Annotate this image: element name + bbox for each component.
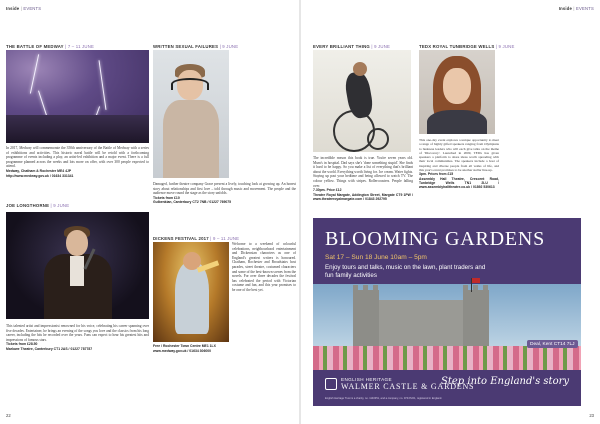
article-body-text: Welcome to a weekend of colourful celebrations, neighbourhood entertainment and Dickensian characters as one of England's greatest writers is honoured. Chatham, Rochester and Broadstairs host parades, street theatre, costumed characters and some of the best-known scenes from the novels. For over three decades the festival has celebrated the period with Victorian costume and fun, and this year promises to be one of the best yet. <box>232 242 296 292</box>
article-venue: 7.30pm. Price £12 <box>313 188 342 193</box>
runhead-label: EVENTS <box>576 6 594 11</box>
article-contact: Marlowe Theatre, Canterbury CT1 2AS / 01227 787787 <box>6 346 93 351</box>
article-heading-written-sexual-failures: WRITTEN SEXUAL FAILURES | 9 JUNE <box>153 44 239 49</box>
article-body-text: In 2017, Medway will commemorate the 350th anniversary of the Battle of Medway with a series of exhibitions and activities. This historic naval battle will be retold with a forthcoming programme of events including a play, an artist-led exhibition and a major event. There is a full programme planned across the weeks and lots more on offer, with over 300 people expected to attend. <box>6 146 149 169</box>
article-contact: Theatre Royal Margate, Addington Street, Margate CT9 1PW / www.theatreroyalmargate.com / 01843 292795 <box>313 192 413 202</box>
article-contact: Gulbenkian, Canterbury CT2 7NB / 01227 769075 <box>153 200 232 205</box>
article-body-tedx <box>419 138 499 206</box>
runhead-label: EVENTS <box>23 6 42 11</box>
page-number-right: 23 <box>589 413 594 418</box>
page-number-left: 22 <box>6 413 11 418</box>
article-heading-battle-of-medway: THE BATTLE OF MEDWAY | 7 – 11 JUNE <box>6 44 95 49</box>
article-body-dickens-festival <box>232 242 296 342</box>
article-contact: www.medway.gov.uk / 01634 306000 <box>153 348 211 353</box>
lightning-storm-photo <box>6 50 149 143</box>
article-body-joe-longthorne <box>6 324 149 370</box>
woman-portrait-photo <box>419 50 495 134</box>
article-title: WRITTEN SEXUAL FAILURES <box>153 44 219 49</box>
article-heading-every-brilliant-thing: EVERY BRILLIANT THING | 9 JUNE <box>313 44 391 49</box>
ad-slogan: Step into England's story <box>441 376 570 387</box>
article-body-written-sexual-failures <box>153 182 296 222</box>
article-date: 9 JUNE <box>53 203 70 208</box>
boy-with-headphones-photo <box>153 50 229 178</box>
ad-title: BLOOMING GARDENS <box>325 228 546 250</box>
walmer-castle-advert[interactable] <box>313 218 581 406</box>
article-title: TEDX ROYAL TUNBRIDGE WELLS <box>419 44 495 49</box>
ad-brand: WALMER CASTLE & GARDENS <box>341 382 475 391</box>
article-body-text: This talented artist and impressionist renowned for his voice, celebrating his career spanning over five decades. Entertainer, he brings an evening of the songs you love and the classics from his long career, including the hits he recorded over the years. Fans can expect to hear his greatest hits and impressions of famous stars. <box>6 324 149 342</box>
english-heritage-logo-icon <box>325 378 337 390</box>
left-running-head: Inside | EVENTS <box>6 6 42 11</box>
wheelchair-performer-photo <box>313 50 411 152</box>
trumpet-player-painting <box>153 242 229 342</box>
article-heading-tedx: TEDX ROYAL TUNBRIDGE WELLS | 9 JUNE <box>419 44 515 49</box>
article-date: 9 JUNE <box>374 44 391 49</box>
ad-subtitle: Enjoy tours and talks, music on the lawn, plant traders and fun family activities <box>325 264 486 279</box>
article-venue: 3pm. Prices from £15 <box>419 172 454 177</box>
ad-dates: Sat 17 – Sun 18 June 10am – 5pm <box>325 254 427 261</box>
article-title: THE BATTLE OF MEDWAY <box>6 44 64 49</box>
article-body-every-brilliant-thing <box>313 156 413 206</box>
article-body-text: Damaged, further theatre company Grace present a lively, touching look at growing up. An honest story about relationships and first love – told through music and movement. The people and the audience move round the stage as the story unfolds. <box>153 182 296 196</box>
castle-flag-icon <box>471 278 472 292</box>
article-heading-joe-longthorne: JOE LONGTHORNE | 9 JUNE <box>6 203 70 208</box>
article-venue: Medway, Chatham & Rochester ME4 4JP <box>6 168 72 173</box>
article-title: DICKENS FESTIVAL 2017 <box>153 236 209 241</box>
ad-fine-print: English Heritage Trust is a charity, no. 1140351, and a company, no. 07447221, registered in England. <box>325 397 443 400</box>
article-venue: Free / Rochester Town Centre ME1 1LX <box>153 344 216 348</box>
runhead-section: Inside <box>558 6 573 11</box>
article-contact: http://www.medway.gov.uk / 01634 331341 <box>6 173 74 178</box>
ad-brand-small: ENGLISH HERITAGE <box>341 377 392 382</box>
ad-location-badge: Deal, Kent CT14 7LJ <box>527 340 578 348</box>
article-heading-dickens-festival: DICKENS FESTIVAL 2017 | 9 – 11 JUNE <box>153 236 240 241</box>
article-body-battle-of-medway <box>6 146 149 188</box>
article-date: 7 – 11 JUNE <box>67 44 95 49</box>
right-running-head: Inside | EVENTS <box>558 6 594 11</box>
article-body-text: This one-day event explores a unique opportunity to meet a range of highly gifted speakers ranging from Olympians to business leaders who will each give talks on the theme of 'Discovery'. Launched in 2009, TEDx has given speakers a platform to share ideas worth spreading with their local communities. The speakers include a host of inspiring and diverse people from all walks of life, and this year's event promises to be another stellar line-up. <box>419 138 499 173</box>
flower-border <box>313 346 581 370</box>
runhead-section: Inside <box>6 6 20 11</box>
article-venue: Tickets from £28.50 <box>6 342 38 347</box>
spread-gutter <box>299 0 301 424</box>
article-title: EVERY BRILLIANT THING <box>313 44 370 49</box>
article-date: 9 JUNE <box>498 44 515 49</box>
article-details-dickens-festival <box>153 344 296 364</box>
article-contact: Assembly Hall Theatre, Crescent Road, Tunbridge Wells TN1 2LU / www.assemblyhalltheatre.co.uk / 01892 530613 <box>419 176 499 190</box>
article-body-text: The incredible reason this book is true. You're seven years old. Mum's in hospital. Dad says she's 'done something stupid'. She finds it hard to be happy. So you make a list of everything that's brilliant about the world. Everything worth living for. Ice cream. Water fights. Staying up past your bedtime and being allowed to watch TV. The colour yellow. Things with stripes. Rollercoasters. People falling over. <box>313 156 413 188</box>
singer-photo <box>6 212 149 319</box>
article-date: 9 JUNE <box>222 44 239 49</box>
article-title: JOE LONGTHORNE <box>6 203 50 208</box>
article-venue: Tickets from £10 <box>153 195 180 200</box>
article-date: 9 – 11 JUNE <box>212 236 240 241</box>
